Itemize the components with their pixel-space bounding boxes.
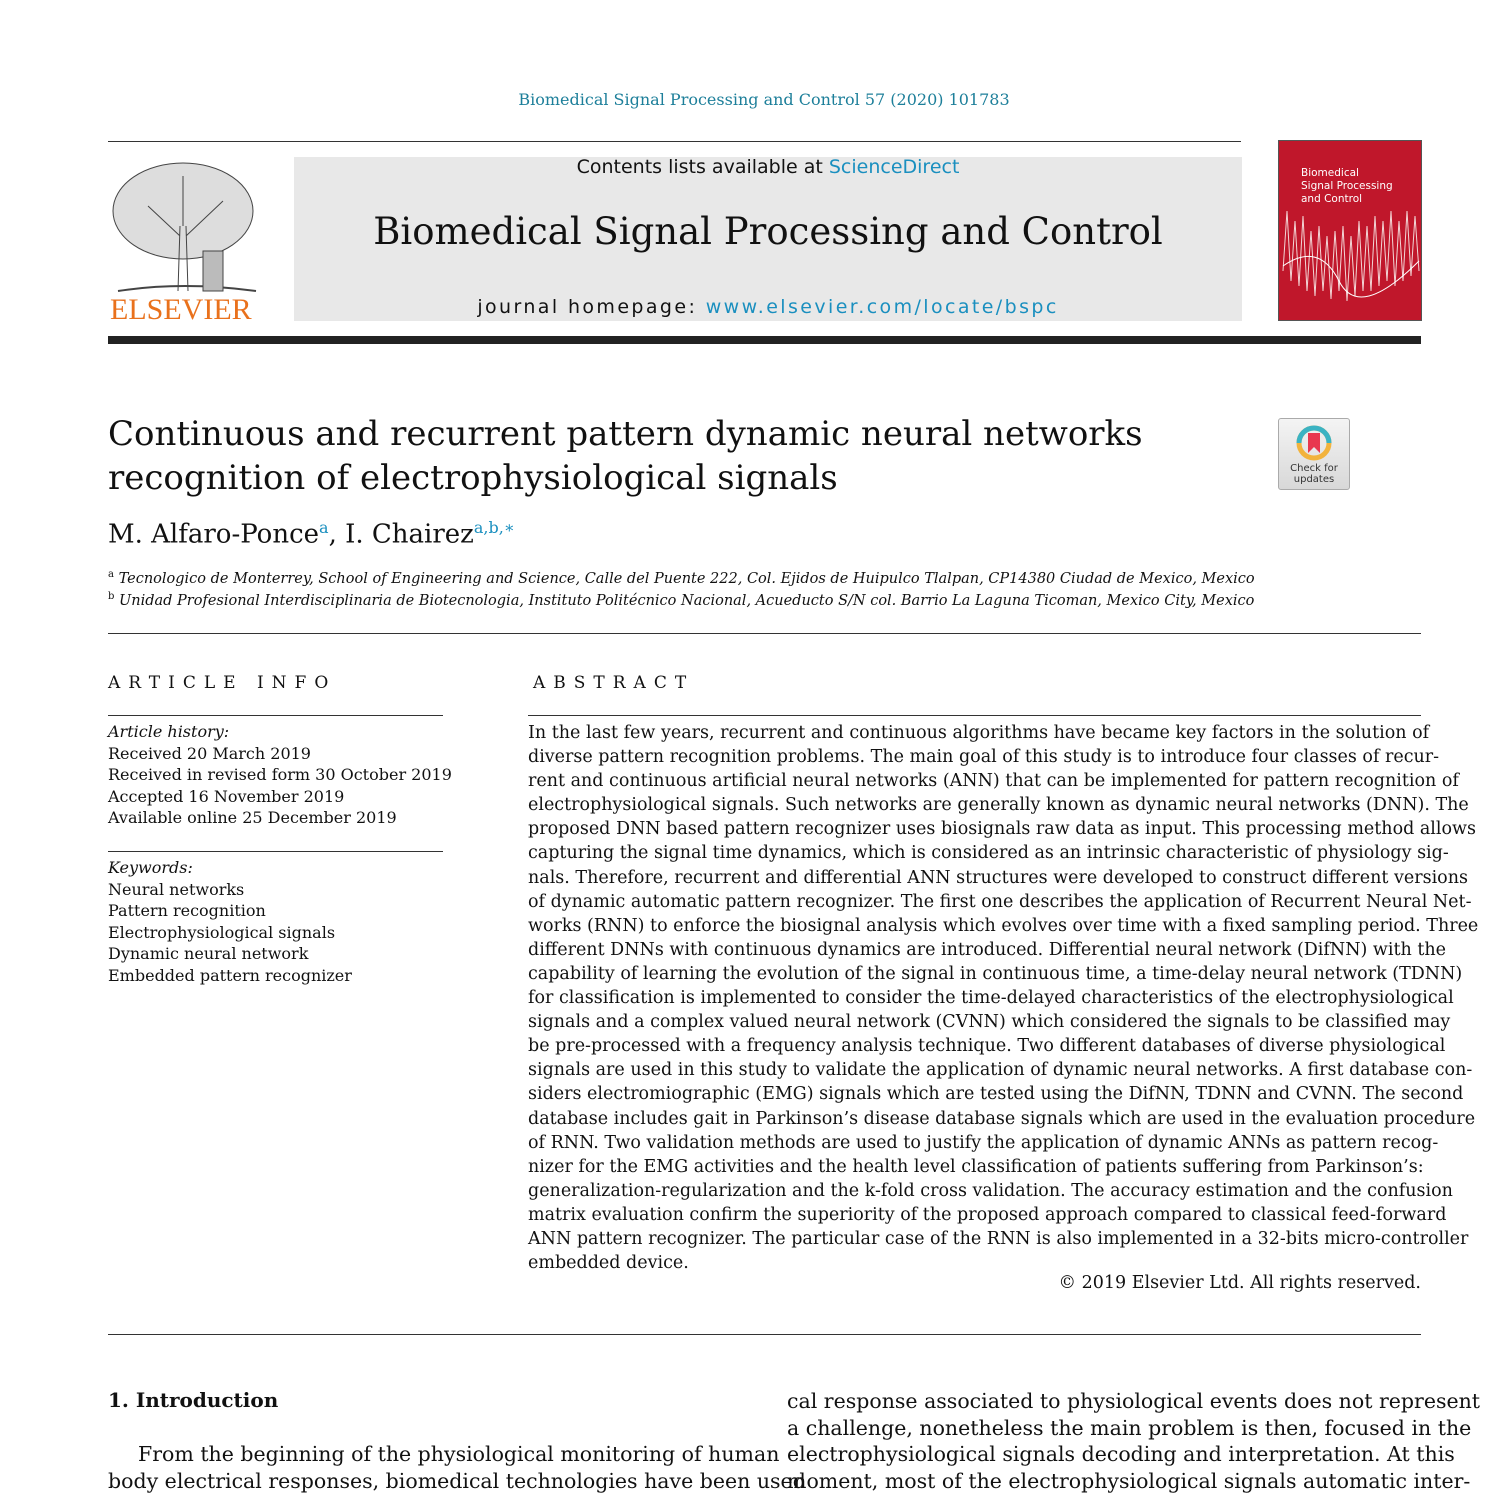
- text-line: matrix evaluation confirm the superiority of the proposed approach compared to classical feed-forward: [528, 1204, 1447, 1225]
- article-history: [108, 721, 452, 829]
- abstract-text: [528, 721, 1479, 1275]
- homepage-label: journal homepage:: [477, 296, 706, 318]
- affiliation-marker: b: [108, 591, 115, 602]
- text-line: for classification is implemented to consider the time-delayed characteristics of the electrophysiological: [528, 988, 1454, 1009]
- divider: [108, 851, 443, 852]
- text-line: embedded device.: [528, 1253, 689, 1274]
- svg-text:ELSEVIER: ELSEVIER: [110, 293, 252, 322]
- divider: [108, 141, 1241, 142]
- text-line: electrophysiological signals. Such networks are generally known as dynamic neural networks (DNN). The: [528, 795, 1469, 816]
- text-line: nals. Therefore, recurrent and differential ANN structures were developed to construct different versions: [528, 867, 1468, 888]
- keyword: Electrophysiological signals: [108, 922, 336, 942]
- keyword: Embedded pattern recognizer: [108, 965, 352, 985]
- history-item: Received 20 March 2019: [108, 743, 311, 763]
- check-for-updates-button[interactable]: [1278, 418, 1350, 490]
- journal-homepage: [294, 296, 1242, 318]
- journal-citation[interactable]: Biomedical Signal Processing and Control 57 (2020) 101783: [518, 90, 1010, 109]
- text-line: signals are used in this study to validate the application of dynamic neural networks. A first database con-: [528, 1060, 1473, 1081]
- intro-right-column: [787, 1388, 1481, 1494]
- text-line: capability of learning the evolution of the signal in continuous time, a time-delay neural network (TDNN): [528, 963, 1463, 984]
- text-line: capturing the signal time dynamics, which is considered as an intrinsic characteristic of physiology sig-: [528, 843, 1449, 864]
- text-line: of RNN. Two validation methods are used to justify the application of dynamic ANNs as pattern recog-: [528, 1132, 1439, 1153]
- text-line: signals and a complex valued neural network (CVNN) which considered the signals to be classified may: [528, 1012, 1451, 1033]
- text-line: ANN pattern recognizer. The particular case of the RNN is also implemented in a 32-bits micro-controller: [528, 1228, 1469, 1249]
- check-updates-label: Check for updates: [1290, 463, 1338, 485]
- journal-title: Biomedical Signal Processing and Control: [373, 210, 1163, 253]
- text-line: be pre-processed with a frequency analysis technique. Two different databases of diverse physiological: [528, 1036, 1446, 1057]
- keywords-label: Keywords:: [108, 858, 193, 877]
- elsevier-tree-icon: [108, 156, 258, 322]
- contents-line: [294, 156, 1242, 178]
- title-line: Continuous and recurrent pattern dynamic neural networks: [108, 414, 1143, 454]
- text-line: In the last few years, recurrent and continuous algorithms have became key factors in the solution of: [528, 723, 1430, 743]
- affiliation-text: Tecnologico de Monterrey, School of Engineering and Science, Calle del Puente 222, Col. Ejidos de Huipulco Tlalpan, CP14380 Ciudad de Mexico, Mexico: [118, 570, 1255, 587]
- title-line: recognition of electrophysiological signals: [108, 458, 838, 498]
- homepage-link[interactable]: www.elsevier.com/locate/bspc: [705, 296, 1059, 318]
- text-line: moment, most of the electrophysiological signals automatic inter-: [787, 1468, 1471, 1493]
- history-item: Received in revised form 30 October 2019: [108, 765, 452, 784]
- text-line: rent and continuous artificial neural networks (ANN) that can be implemented for pattern recognition of: [528, 771, 1459, 792]
- text-line: proposed DNN based pattern recognizer uses biosignals raw data as input. This processing method allows: [528, 819, 1476, 840]
- keywords: [108, 857, 352, 986]
- affiliation: [108, 569, 1255, 587]
- text-line: works (RNN) to enforce the biosignal analysis which evolves over time with a fixed sampling period. Three: [528, 915, 1479, 936]
- contents-label: Contents lists available at: [576, 156, 829, 178]
- text-line: electrophysiological signals decoding and interpretation. At this: [787, 1442, 1455, 1466]
- text-line: cal response associated to physiological events does not represent: [787, 1389, 1481, 1413]
- divider: [108, 1334, 1421, 1335]
- intro-left-column: [108, 1441, 806, 1494]
- journal-cover[interactable]: [1278, 140, 1422, 321]
- sciencedirect-link[interactable]: ScienceDirect: [828, 156, 960, 178]
- keyword: Neural networks: [108, 879, 245, 899]
- text-line: different DNNs with continuous dynamics are introduced. Differential neural network (DifNN) with the: [528, 939, 1446, 960]
- affiliation: [108, 591, 1254, 609]
- author-affiliation-link[interactable]: a,b,∗: [473, 518, 515, 537]
- check-updates-icon: [1294, 423, 1334, 463]
- divider: [108, 633, 1421, 634]
- text-line: From the beginning of the physiological monitoring of human: [138, 1442, 780, 1466]
- section-heading: 1. Introduction: [108, 1388, 279, 1412]
- author-affiliation-link[interactable]: a: [319, 518, 329, 537]
- text-line: a challenge, nonetheless the main problem is then, focused in the: [787, 1415, 1472, 1440]
- affiliation-text: Unidad Profesional Interdisciplinaria de Biotecnologia, Instituto Politécnico Nacional, Acueducto S/N col. Barrio La Laguna Ticoman, Mexico City, Mexico: [119, 592, 1255, 609]
- text-line: of dynamic automatic pattern recognizer. The first one describes the application of Recurrent Neural Net-: [528, 891, 1472, 912]
- author-name: M. Alfaro-Ponce: [108, 519, 320, 550]
- affiliation-marker: a: [108, 569, 114, 580]
- authors: [108, 518, 515, 550]
- keyword: Dynamic neural network: [108, 944, 309, 963]
- divider: [528, 715, 1421, 716]
- author-name: , I. Chairez: [328, 519, 474, 550]
- abstract-heading: ABSTRACT: [533, 673, 695, 693]
- elsevier-logo: [108, 156, 258, 322]
- keyword: Pattern recognition: [108, 901, 266, 920]
- text-line: generalization-regularization and the k-fold cross validation. The accuracy estimation and the confusion: [528, 1180, 1453, 1201]
- cover-title: Biomedical Signal Processing and Control: [1301, 167, 1393, 205]
- header-divider: [108, 336, 1421, 344]
- history-label: Article history:: [108, 722, 230, 741]
- history-item: Available online 25 December 2019: [108, 808, 397, 827]
- text-line: body electrical responses, biomedical technologies have been used: [108, 1468, 806, 1493]
- copyright: © 2019 Elsevier Ltd. All rights reserved.: [1058, 1273, 1421, 1293]
- text-line: diverse pattern recognition problems. The main goal of this study is to introduce four classes of recur-: [528, 747, 1440, 768]
- text-line: nizer for the EMG activities and the health level classification of patients suffering from Parkinson’s:: [528, 1156, 1424, 1177]
- text-line: siders electromiographic (EMG) signals which are tested using the DifNN, TDNN and CVNN. The second: [528, 1084, 1464, 1105]
- text-line: database includes gait in Parkinson’s disease database signals which are used in the evaluation procedure: [528, 1108, 1476, 1129]
- article-title: [108, 412, 1143, 500]
- article-info-heading: ARTICLE INFO: [108, 673, 337, 693]
- cover-waveform-icon: [1279, 141, 1423, 322]
- divider: [108, 715, 443, 716]
- history-item: Accepted 16 November 2019: [108, 786, 345, 806]
